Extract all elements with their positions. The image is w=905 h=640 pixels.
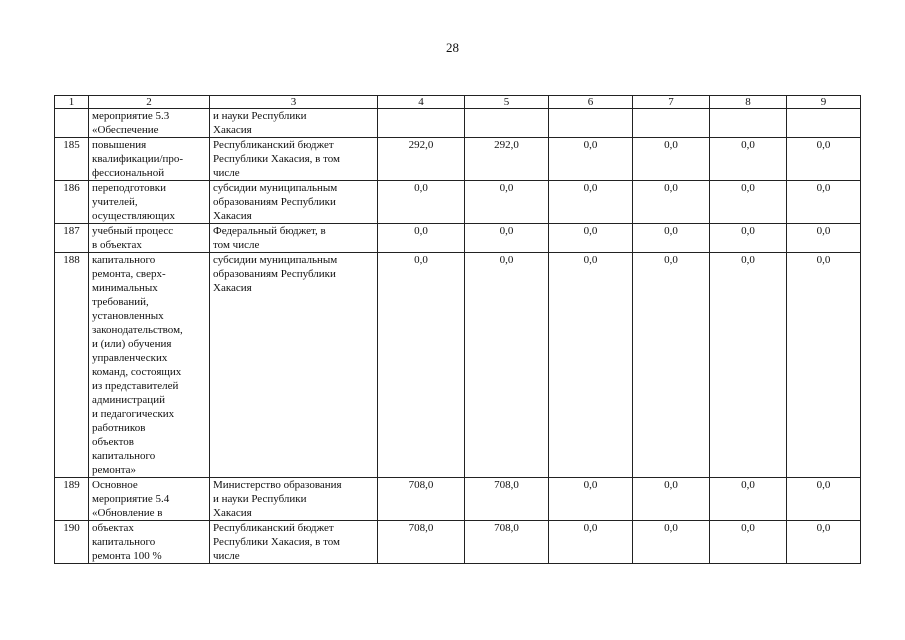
table-row [55,181,861,224]
header-cell-6: 6 [549,96,633,109]
table-row [55,224,861,253]
header-cell-5: 5 [465,96,549,109]
value-cell-col8 [710,109,787,138]
row-number: 185 [55,138,89,181]
event-name-cell: мероприятие 5.3 «Обеспечение [89,109,210,138]
value-cell-col6: 0,0 [549,181,633,224]
value-cell-col4: 292,0 [378,138,465,181]
value-cell-col8: 0,0 [710,138,787,181]
value-cell-col9: 0,0 [787,521,861,564]
value-cell-col9 [787,109,861,138]
header-cell-7: 7 [633,96,710,109]
value-cell-col8: 0,0 [710,478,787,521]
event-name-cell: учебный процесс в объектах [89,224,210,253]
row-number: 188 [55,253,89,478]
value-cell-col5: 708,0 [465,521,549,564]
funding-source-cell: субсидии муниципальным образованиям Республики Хакасия [210,253,378,478]
value-cell-col7: 0,0 [633,478,710,521]
value-cell-col5: 0,0 [465,224,549,253]
value-cell-col4: 708,0 [378,478,465,521]
value-cell-col7 [633,109,710,138]
funding-source-cell: Республиканский бюджет Республики Хакасия, в том числе [210,521,378,564]
value-cell-col7: 0,0 [633,181,710,224]
value-cell-col7: 0,0 [633,521,710,564]
value-cell-col5: 0,0 [465,181,549,224]
event-name-cell: переподготовки учителей, осуществляющих [89,181,210,224]
value-cell-col7: 0,0 [633,253,710,478]
value-cell-col6: 0,0 [549,253,633,478]
header-cell-8: 8 [710,96,787,109]
table-row [55,253,861,478]
funding-source-cell: и науки Республики Хакасия [210,109,378,138]
page-number: 28 [446,40,459,55]
event-name-cell: объектах капитального ремонта 100 % [89,521,210,564]
value-cell-col9: 0,0 [787,224,861,253]
table-body [55,109,861,564]
row-number: 187 [55,224,89,253]
header-cell-1: 1 [55,96,89,109]
value-cell-col5: 0,0 [465,253,549,478]
value-cell-col6: 0,0 [549,521,633,564]
table-header [55,96,861,109]
value-cell-col9: 0,0 [787,253,861,478]
value-cell-col6 [549,109,633,138]
value-cell-col4: 0,0 [378,224,465,253]
value-cell-col9: 0,0 [787,478,861,521]
header-cell-2: 2 [89,96,210,109]
value-cell-col8: 0,0 [710,181,787,224]
value-cell-col6: 0,0 [549,138,633,181]
table-row [55,138,861,181]
row-number: 190 [55,521,89,564]
event-name-cell: повышения квалификации/про- фессиональной [89,138,210,181]
value-cell-col7: 0,0 [633,224,710,253]
value-cell-col4 [378,109,465,138]
budget-table [54,95,861,564]
table-row [55,521,861,564]
value-cell-col8: 0,0 [710,224,787,253]
value-cell-col8: 0,0 [710,521,787,564]
value-cell-col8: 0,0 [710,253,787,478]
table-row [55,478,861,521]
value-cell-col4: 0,0 [378,253,465,478]
row-number [55,109,89,138]
funding-source-cell: субсидии муниципальным образованиям Республики Хакасия [210,181,378,224]
table-row [55,109,861,138]
funding-source-cell: Министерство образования и науки Республики Хакасия [210,478,378,521]
funding-source-cell: Федеральный бюджет, в том числе [210,224,378,253]
value-cell-col4: 0,0 [378,181,465,224]
value-cell-col7: 0,0 [633,138,710,181]
event-name-cell: капитального ремонта, сверх- минимальных требований, установленных законодательством, и (или) обучения управленческих команд, состоящих из представителей администраций и педагогических работников объектов капитального ремонта» [89,253,210,478]
value-cell-col4: 708,0 [378,521,465,564]
funding-source-cell: Республиканский бюджет Республики Хакасия, в том числе [210,138,378,181]
header-row [55,96,861,109]
value-cell-col9: 0,0 [787,181,861,224]
value-cell-col5 [465,109,549,138]
value-cell-col6: 0,0 [549,224,633,253]
row-number: 189 [55,478,89,521]
row-number: 186 [55,181,89,224]
event-name-cell: Основное мероприятие 5.4 «Обновление в [89,478,210,521]
value-cell-col5: 292,0 [465,138,549,181]
value-cell-col5: 708,0 [465,478,549,521]
header-cell-4: 4 [378,96,465,109]
header-cell-9: 9 [787,96,861,109]
value-cell-col6: 0,0 [549,478,633,521]
value-cell-col9: 0,0 [787,138,861,181]
header-cell-3: 3 [210,96,378,109]
